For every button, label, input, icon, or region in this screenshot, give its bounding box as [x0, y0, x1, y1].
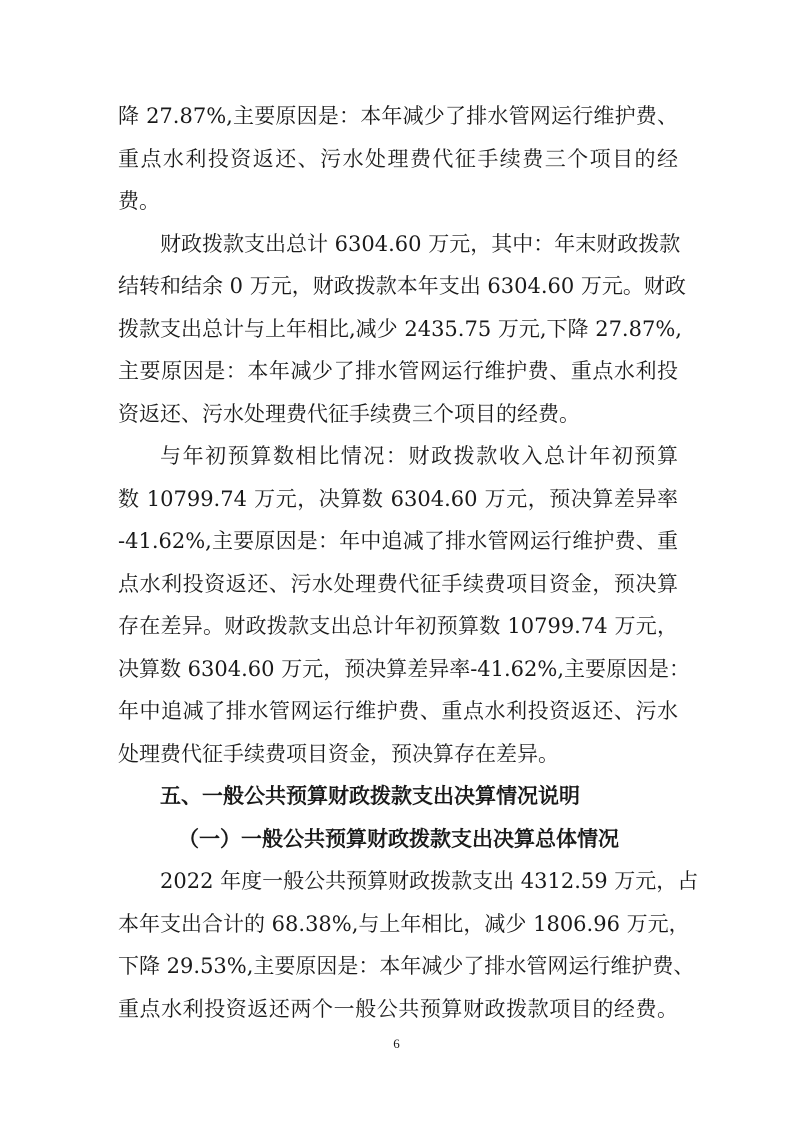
- body-text-line: 与年初预算数相比情况：财政拨款收入总计年初预算: [160, 444, 678, 468]
- page-number: 6: [393, 1036, 400, 1051]
- body-text-line: 存在差异。财政拨款支出总计年初预算数 10799.74 万元，: [118, 614, 678, 638]
- body-text-line: 主要原因是：本年减少了排水管网运行维护费、重点水利投: [118, 359, 678, 383]
- body-text-line: -41.62%,主要原因是：年中追减了排水管网运行维护费、重: [118, 529, 678, 553]
- body-text-line: 重点水利投资返还两个一般公共预算财政拨款项目的经费。: [118, 997, 678, 1021]
- body-text-line: 拨款支出总计与上年相比,减少 2435.75 万元,下降 27.87%,: [118, 317, 682, 341]
- body-text-line: 决算数 6304.60 万元，预决算差异率-41.62%,主要原因是：: [118, 657, 691, 681]
- body-text-line: 年中追减了排水管网运行维护费、重点水利投资返还、污水: [118, 699, 678, 723]
- body-text-line: 结转和结余 0 万元，财政拨款本年支出 6304.60 万元。财政: [118, 274, 686, 298]
- body-text-line: 财政拨款支出总计 6304.60 万元，其中：年末财政拨款: [160, 232, 681, 256]
- section-heading: 五、一般公共预算财政拨款支出决算情况说明: [160, 784, 580, 808]
- body-text-line: 资返还、污水处理费代征手续费三个项目的经费。: [118, 402, 580, 426]
- body-text-line: 下降 29.53%,主要原因是：本年减少了排水管网运行维护费、: [118, 954, 695, 978]
- body-text-line: 重点水利投资返还、污水处理费代征手续费三个项目的经: [118, 147, 678, 171]
- body-text-line: 数 10799.74 万元，决算数 6304.60 万元，预决算差异率: [118, 487, 678, 511]
- body-text-line: 点水利投资返还、污水处理费代征手续费项目资金，预决算: [118, 572, 678, 596]
- body-text-line: 处理费代征手续费项目资金，预决算存在差异。: [118, 742, 559, 766]
- subsection-heading: （一）一般公共预算财政拨款支出决算总体情况: [178, 827, 619, 851]
- body-text-line: 费。: [118, 189, 160, 213]
- body-text-line: 降 27.87%,主要原因是：本年减少了排水管网运行维护费、: [118, 104, 678, 128]
- body-text-line: 2022 年度一般公共预算财政拨款支出 4312.59 万元，占: [160, 869, 699, 893]
- body-text-line: 本年支出合计的 68.38%,与上年相比，减少 1806.96 万元，: [118, 912, 690, 936]
